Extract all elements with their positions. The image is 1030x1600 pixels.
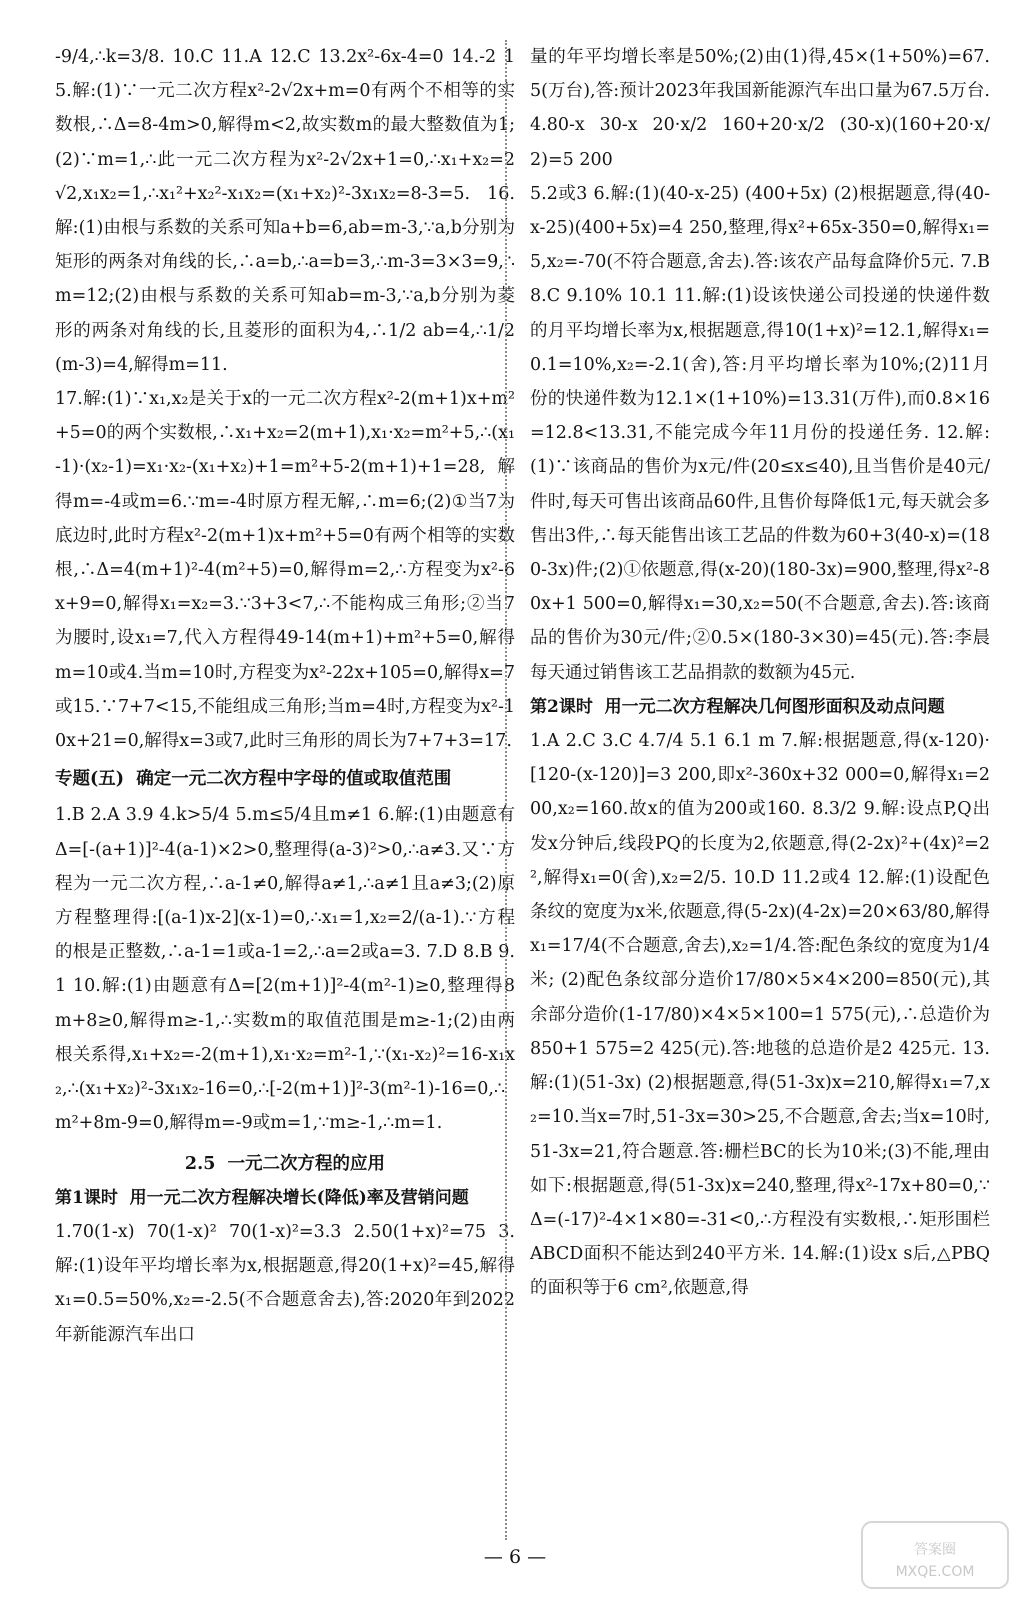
lesson-heading: 第2课时 用一元二次方程解决几何图形面积及动点问题 [530,696,945,717]
lesson-heading: 第1课时 用一元二次方程解决增长(降低)率及营销问题 [55,1187,469,1208]
section-heading: 2.5 一元二次方程的应用 [184,1153,386,1174]
answer-paragraph: 5.2或3 6.解:(1)(40-x-25) (400+5x) (2)根据题意,得(40-x-25)(400+5x)=4 250,整理,得x²+65x-350=0,解得x₁=5,x₂=-70(不符合题意,舍去).答:该农产品每盒降价5元. 7.B 8.C 9.10% 10.1 11.解:(1)设该快递公司投递的快递件数的月平均增长率为x,根据题意,得10(1+x)²=12.1,解得x₁=0.1=10%,x₂=-2.1(舍),答:月平均增长率为10%;(2)11月份的快递件数为12.1×(1+10%)=13.31(万件),而0.8×16=12.8<13.31,不能完成今年11月份的投递任务. 12.解:(1)∵该商品的售价为x元/件(20≤x≤40),且当售价是40元/件时,每天可售出该商品60件,且售价每降低1元,每天就会多售出3件,∴每天能售出该工艺品的件数为60+3(40-x)=(180-3x)件;(2)①依题意,得(x-20)(180-3x)=900,整理,得x²-80x+1 500=0,解得x₁=30,x₂=50(不合题意,舍去).答:该商品的售价为30元/件;②0.5×(180-3×30)=45(元).答:李晨每天通过销售该工艺品捐款的数额为45元. [530,183,996,683]
answer-paragraph: -9/4,∴k=3/8. 10.C 11.A 12.C 13.2x²-6x-4=0 14.-2 15.解:(1)∵一元二次方程x²-2√2x+m=0有两个不相等的实数根,∴Δ=8-4m>0,解得m<2,故实数m的最大整数值为1;(2)∵m=1,∴此一元二次方程为x²-2√2x+1=0,∴x₁+x₂=2√2,x₁x₂=1,∴x₁²+x₂²-x₁x₂=(x₁+x₂)²-3x₁x₂=8-3=5. 16.解:(1)由根与系数的关系可知a+b=6,ab=m-3,∵a,b分别为矩形的两条对角线的长,∴a=b,∴a=b=3,∴m-3=3×3=9,∴m=12;(2)由根与系数的关系可知ab=m-3,∵a,b分别为菱形的两条对角线的长,且菱形的面积为4,∴1/2 ab=4,∴1/2 (m-3)=4,解得m=11. [55,47,521,375]
column-divider [505,40,507,1540]
answer-paragraph: 量的年平均增长率是50%;(2)由(1)得,45×(1+50%)=67.5(万台),答:预计2023年我国新能源汽车出口量为67.5万台. 4.80-x 30-x 20·x/2 160+20·x/2 (30-x)(160+20·x/2)=5 200 [530,47,996,170]
watermark-latin: MXQE.COM [895,1564,975,1580]
page-number: — 6 — [483,1546,547,1568]
topic-heading: 专题(五) 确定一元二次方程中字母的值或取值范围 [55,769,452,790]
left-column [55,40,521,1352]
right-column [530,40,996,1306]
answer-paragraph: 17.解:(1)∵x₁,x₂是关于x的一元二次方程x²-2(m+1)x+m²+5=0的两个实数根,∴x₁+x₂=2(m+1),x₁·x₂=m²+5,∴(x₁-1)·(x₂-1)=x₁·x₂-(x₁+x₂)+1=m²+5-2(m+1)+1=28,解得m=-4或m=6.∵m=-4时原方程无解,∴m=6;(2)①当7为底边时,此时方程x²-2(m+1)x+m²+5=0有两个相等的实数根,∴Δ=4(m+1)²-4(m²+5)=0,解得m=2,∴方程变为x²-6x+9=0,解得x₁=x₂=3.∵3+3<7,∴不能构成三角形;②当7为腰时,设x₁=7,代入方程得49-14(m+1)+m²+5=0,解得m=10或4.当m=10时,方程变为x²-22x+105=0,解得x=7或15.∵7+7<15,不能组成三角形;当m=4时,方程变为x²-10x+21=0,解得x=3或7,此时三角形的周长为7+7+3=17. [55,389,515,752]
answer-paragraph: 1.B 2.A 3.9 4.k>5/4 5.m≤5/4且m≠1 6.解:(1)由题意有Δ=[-(a+1)]²-4(a-1)×2>0,整理得(a-3)²>0,∴a≠3.又∵方程为一元二次方程,∴a-1≠0,解得a≠1,∴a≠1且a≠3;(2)原方程整理得:[(a-1)x-2](x-1)=0,∴x₁=1,x₂=2/(a-1).∵方程的根是正整数,∴a-1=1或a-1=2,∴a=2或a=3. 7.D 8.B 9.1 10.解:(1)由题意有Δ=[2(m+1)]²-4(m²-1)≥0,整理得8m+8≥0,解得m≥-1,∴实数m的取值范围是m≥-1;(2)由两根关系得,x₁+x₂=-2(m+1),x₁·x₂=m²-1,∵(x₁-x₂)²=16-x₁x₂,∴(x₁+x₂)²-3x₁x₂-16=0,∴[-2(m+1)]²-3(m²-1)-16=0,∴m²+8m-9=0,解得m=-9或m=1,∵m≥-1,∴m=1. [55,805,515,1134]
answer-paragraph: 1.70(1-x) 70(1-x)² 70(1-x)²=3.3 2.50(1+x)²=75 3.解:(1)设年平均增长率为x,根据题意,得20(1+x)²=45,解得x₁=0.5=50%,x₂=-2.5(不合题意舍去),答:2020年到2022年新能源汽车出口 [55,1221,515,1345]
answer-paragraph: 1.A 2.C 3.C 4.7/4 5.1 6.1 m 7.解:根据题意,得(x-120)·[120-(x-120)]=3 200,即x²-360x+32 000=0,解得x₁=200,x₂=160.故x的值为200或160. 8.3/2 9.解:设点P,Q出发x分钟后,线段PQ的长度为2,依题意,得(2-2x)²+(4x)²=2²,解得x₁=0(舍),x₂=2/5. 10.D 11.2或4 12.解:(1)设配色条纹的宽度为x米,依题意,得(5-2x)(4-2x)=20×63/80,解得x₁=17/4(不合题意,舍去),x₂=1/4.答:配色条纹的宽度为1/4米; (2)配色条纹部分造价17/80×5×4×200=850(元),其余部分造价(1-17/80)×4×5×100=1 575(元),∴总造价为850+1 575=2 425(元).答:地毯的总造价是2 425元. 13.解:(1)(51-3x) (2)根据题意,得(51-3x)x=210,解得x₁=7,x₂=10.当x=7时,51-3x=30>25,不合题意,舍去;当x=10时,51-3x=21,符合题意.答:栅栏BC的长为10米;(3)不能,理由如下:根据题意,得(51-3x)x=240,整理,得x²-17x+80=0,∵Δ=(-17)²-4×1×80=-31<0,∴方程没有实数根,∴矩形围栏ABCD面积不能达到240平方米. 14.解:(1)设x s后,△PBQ的面积等于6 cm²,依题意,得 [530,731,990,1299]
watermark-logo [860,1520,1010,1590]
watermark-cn: 答案圈 [914,1542,956,1558]
